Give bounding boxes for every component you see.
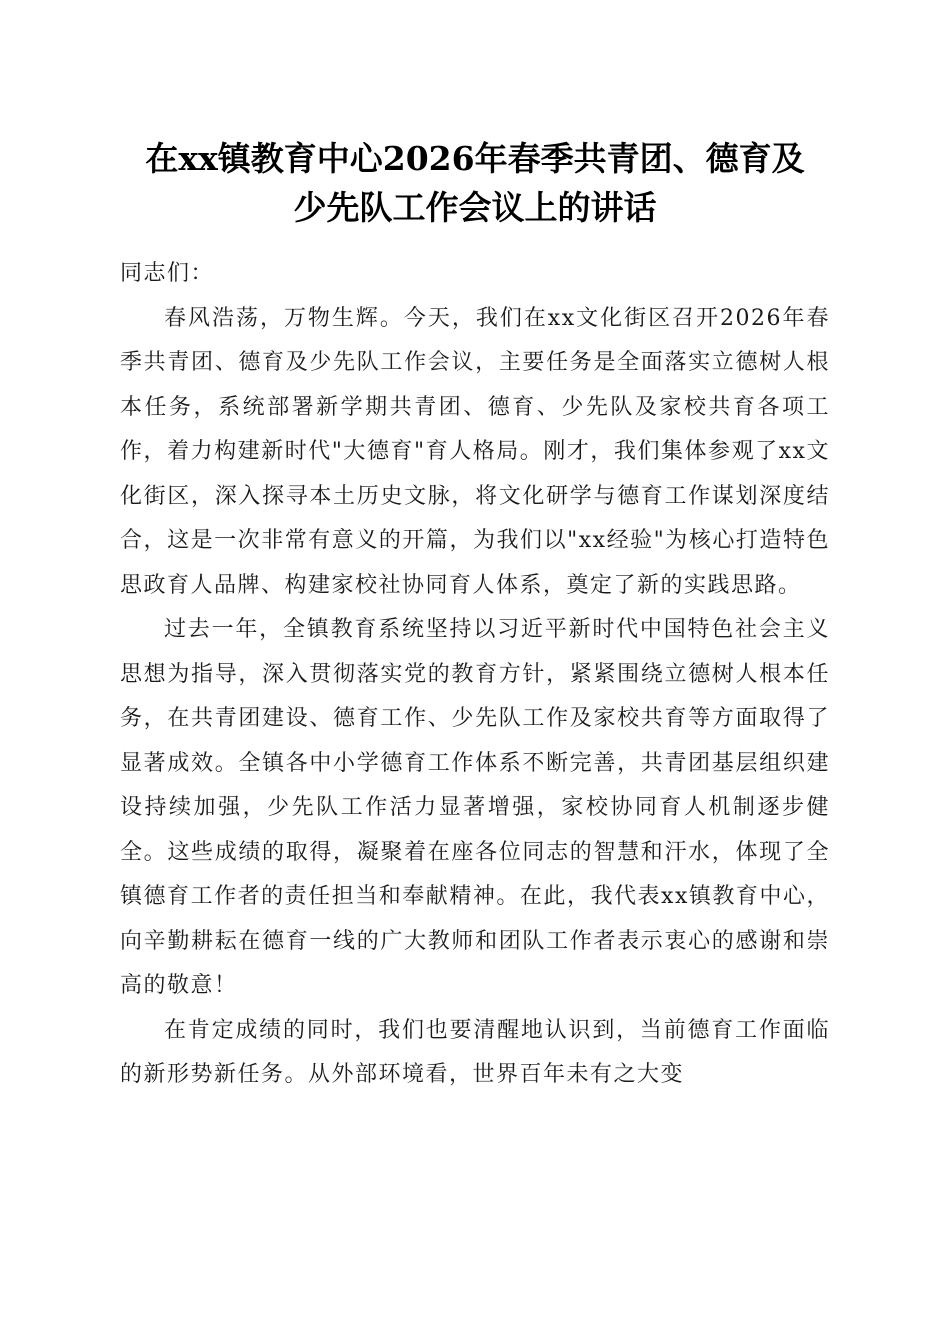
paragraph-2: 过去一年，全镇教育系统坚持以习近平新时代中国特色社会主义思想为指导，深入贯彻落实党的教育方针，紧紧围绕立德树人根本任务，在共青团建设、德育工作、少先队工作及家校共育等方面取得了显著成效。全镇各中小学德育工作体系不断完善，共青团基层组织建设持续加强，少先队工作活力显著增强，家校协同育人机制逐步健全。这些成绩的取得，凝聚着在座各位同志的智慧和汗水，体现了全镇德育工作者的责任担当和奉献精神。在此，我代表xx镇教育中心，向辛勤耕耘在德育一线的广大教师和团队工作者表示衷心的感谢和崇高的敬意！ [120, 617, 830, 998]
document-body [120, 252, 830, 1098]
salutation: 同志们： [120, 261, 215, 286]
paragraph-1: 春风浩荡，万物生辉。今天，我们在xx文化街区召开2026年春季共青团、德育及少先队工作会议，主要任务是全面落实立德树人根本任务，系统部署新学期共青团、德育、少先队及家校共育各项工作，着力构建新时代"大德育"育人格局。刚才，我们集体参观了xx文化街区，深入探寻本土历史文脉，将文化研学与德育工作谋划深度结合，这是一次非常有意义的开篇，为我们以"xx经验"为核心打造特色思政育人品牌、构建家校社协同育人体系，奠定了新的实践思路。 [120, 305, 830, 598]
paragraph-3: 在肯定成绩的同时，我们也要清醒地认识到，当前德育工作面临的新形势新任务。从外部环境看，世界百年未有之大变 [120, 1017, 830, 1087]
title-line-2: 少先队工作会议上的讲话 [293, 188, 657, 227]
document-title [100, 134, 850, 232]
title-line-1: 在xx镇教育中心2026年春季共青团、德育及 [145, 139, 805, 178]
